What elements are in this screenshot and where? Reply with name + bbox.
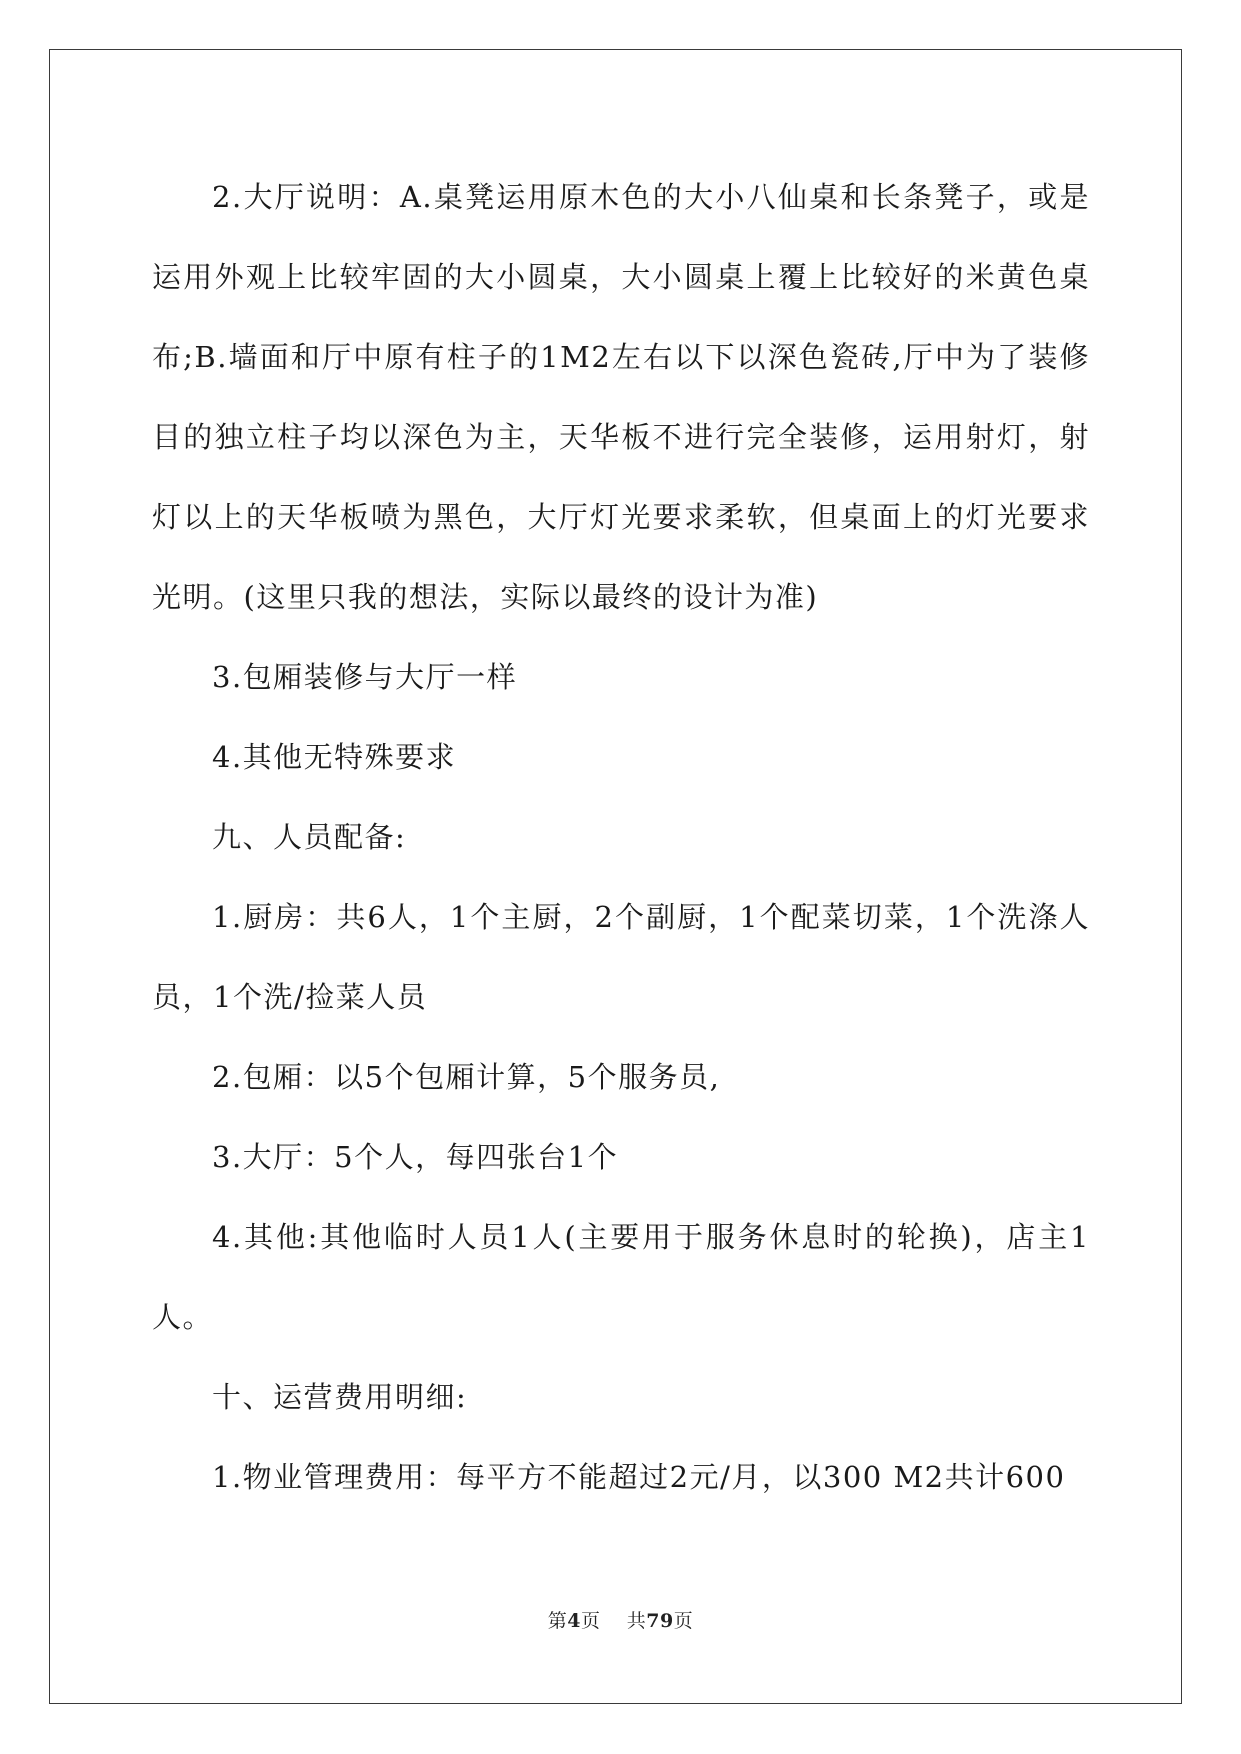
paragraph-other-requirements: 4.其他无特殊要求 bbox=[212, 740, 457, 774]
page-number: 4 bbox=[567, 1610, 582, 1632]
total-pages: 79 bbox=[646, 1610, 674, 1632]
paragraph-private-room: 3.包厢装修与大厅一样 bbox=[212, 660, 518, 694]
page-footer bbox=[0, 1606, 1241, 1633]
paragraph-hall-description: 2.大厅说明：A.桌凳运用原木色的大小八仙桌和长条凳子，或是运用外观上比较牢固的大小圆桌，大小圆桌上覆上比较好的米黄色桌布;B.墙面和厅中原有柱子的1M2左右以下以深色瓷砖,厅中为了装修目的独立柱子均以深色为主，天华板不进行完全装修，运用射灯，射灯以上的天华板喷为黑色，大厅灯光要求柔软，但桌面上的灯光要求光明。(这里只我的想法，实际以最终的设计为准) bbox=[152, 180, 1090, 614]
paragraph-kitchen-staff: 1.厨房：共6人，1个主厨，2个副厨，1个配菜切菜，1个洗涤人员，1个洗/捡菜人员 bbox=[152, 900, 1090, 1014]
section-heading-staffing: 九、人员配备: bbox=[212, 820, 407, 854]
paragraph-other-staff: 4.其他:其他临时人员1人(主要用于服务休息时的轮换)，店主1人。 bbox=[152, 1220, 1090, 1334]
total-suffix: 页 bbox=[673, 1610, 694, 1632]
paragraph-property-fee: 1.物业管理费用：每平方不能超过2元/月，以300 M2共计600 bbox=[212, 1460, 1066, 1494]
document-body bbox=[152, 157, 1090, 1517]
page-suffix: 页 bbox=[581, 1610, 601, 1632]
paragraph-hall-staff: 3.大厅：5个人，每四张台1个 bbox=[212, 1140, 619, 1174]
section-heading-operating-costs: 十、运营费用明细: bbox=[212, 1380, 468, 1414]
paragraph-room-staff: 2.包厢：以5个包厢计算，5个服务员, bbox=[212, 1060, 721, 1094]
page-prefix: 第 bbox=[547, 1610, 568, 1632]
total-prefix: 共 bbox=[626, 1610, 647, 1632]
